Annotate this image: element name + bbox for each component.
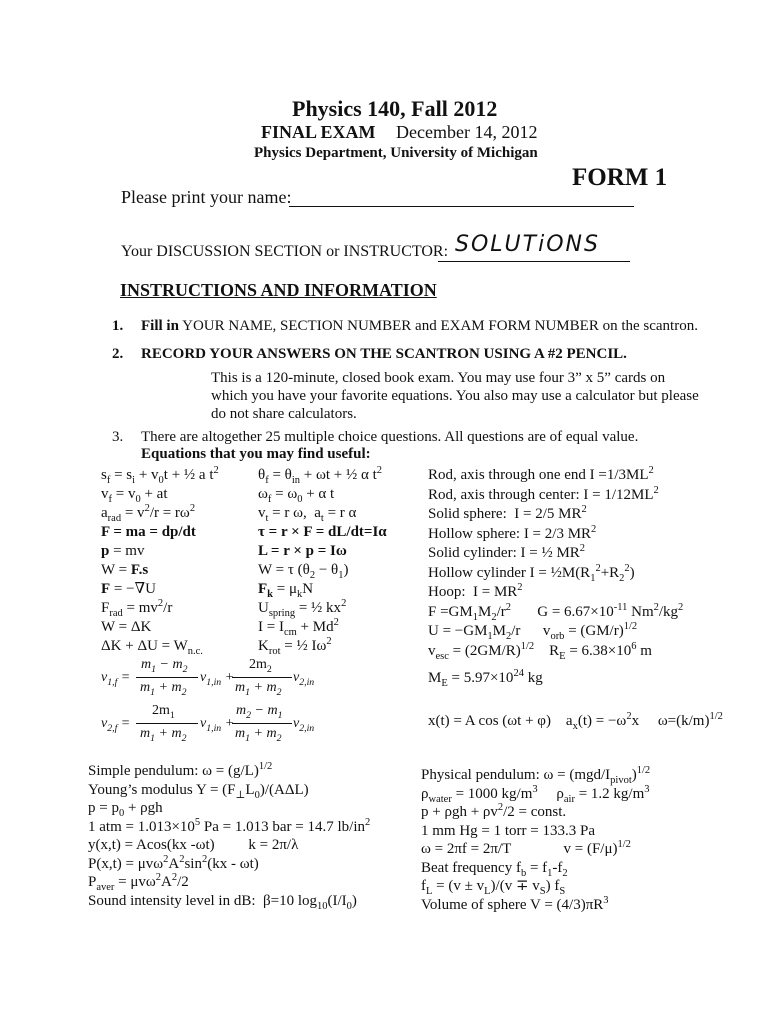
- eq-col3: [428, 466, 683, 661]
- item-2-text: RECORD YOUR ANSWERS ON THE SCANTRON USING A #2 PENCIL.: [141, 346, 627, 362]
- eq-shm: x(t) = A cos (ωt + φ) $a_x(t) = -\omega^2x$ $\omega=(k/m)^{1/2}$: [428, 711, 723, 732]
- eq-sphere-volume: Volume of sphere $V = (4/3)\pi R^3$: [421, 894, 609, 913]
- eq-momentum: p = mv: [101, 543, 145, 559]
- eq-work: W = F.s: [101, 562, 149, 578]
- eq-physical-pendulum: Physical pendulum: $\omega = (mgd/I_{pivot})^{1/2}$: [421, 765, 651, 786]
- eq-force-potential: F = −∇U: [101, 581, 156, 597]
- eq-v2f-end: $v_{2,in}$: [293, 716, 315, 734]
- item-2-number: 2.: [112, 346, 124, 362]
- eq-torque: τ = r × F = dL/dt=Iα: [258, 524, 387, 540]
- item-3-number: 3.: [112, 429, 124, 445]
- eq-gravity-potential: $U = -GM_1M_2/r$ $v_{orb} = (GM/r)^{1/2}$: [428, 621, 638, 642]
- eq-atm: 1 atm = $1.013\times 10^5$ Pa = 1.013 bar = 14.7 $lb/in^2$: [88, 816, 371, 835]
- eq-v2f-lhs: $v_{2,f}$ =: [101, 716, 131, 734]
- eq-bottom-right: [421, 766, 650, 914]
- eq-angular-position: $\theta_f = \theta_{in} + \omega t$ + ½ α $t^2$: [258, 465, 383, 486]
- eq-v2f-bar2: [232, 723, 292, 724]
- eq-v2f-den1: $m_1 + m_2$: [140, 726, 187, 744]
- eq-bottom-left: [88, 762, 370, 910]
- eq-v1f-mid: $v_{1,in}$ +: [200, 670, 235, 688]
- eq-v2f-den2: $m_1 + m_2$: [235, 726, 282, 744]
- eq-v1f-lhs: $v_{1,f}$ =: [101, 670, 131, 688]
- eq-rotational-ke: $K_{rot}$ = ½ $I\omega^2$: [258, 636, 332, 657]
- eq-v2f-num2: $m_2 - m_1$: [236, 703, 283, 721]
- eq-beat-frequency: Beat frequency $f_b = f_1-f_2$: [421, 859, 568, 879]
- eq-radial-acceleration: $a_{rad} = v^2/r = r\omega^2$: [101, 503, 196, 524]
- eq-sound-intensity: Sound intensity level in dB: β=10 $\log_{10}(I/I_0)$: [88, 892, 357, 912]
- department: Physics Department, University of Michigan: [254, 145, 538, 161]
- eq-v1f-bar2: [232, 677, 292, 678]
- eq-wave: y(x,t) = Acos(kx -ωt) k = 2π/λ: [88, 837, 299, 853]
- eq-v1f-num1: $m_1 - m_2$: [141, 657, 188, 675]
- eq-doppler: $f_L = (v \pm v_L)/(v \mp v_S)$ $f_S$: [421, 878, 566, 897]
- eq-escape-velocity: $v_{esc} = (2GM/R)^{1/2}$ $R_E = 6.38\times 10^6$ m: [428, 640, 652, 662]
- name-field[interactable]: [289, 206, 634, 207]
- eq-simple-pendulum: Simple pendulum: $\omega = (g/L)^{1/2}$: [88, 761, 273, 779]
- eq-v2f-num1: $2m_1$: [152, 703, 175, 721]
- item-1-text: YOUR NAME, SECTION NUMBER and EXAM FORM NUMBER on the scantron.: [178, 318, 698, 334]
- eq-rotational-work: W = τ $(\theta_2 - \theta_1)$: [258, 562, 349, 581]
- eq-avg-power: $P_{aver} = \mu v\omega^2A^2/2$: [88, 872, 189, 893]
- section-value: SOLUTiONS: [455, 232, 600, 257]
- eq-wave-power: $P(x,t) = \mu v\omega^2A^2\sin^2(kx - \omega t)$: [88, 853, 259, 872]
- para-line-2: which you have your favorite equations. You also may use a calculator but please: [211, 388, 699, 404]
- eq-col2: [258, 466, 387, 656]
- eq-angular-momentum: L = r × p = Iω: [258, 543, 347, 559]
- eq-hollow-cylinder: Hollow cylinder $I = \frac{1}{2}M(R_1^2+R_2^2)$: [428, 562, 635, 584]
- eq-kinematics-velocity: $v_f = v_0$ + at: [101, 486, 168, 505]
- eq-rod-center: Rod, axis through center: $I = 1/12ML^2$: [428, 484, 659, 503]
- eq-densities: $\rho_{water} = 1000$ $kg/m^3$ $\rho_{air} = 1.2$ $kg/m^3$: [421, 783, 650, 805]
- eq-solid-sphere: Solid sphere: I = 2/5 $MR^2$: [428, 504, 587, 522]
- item-1-lead: Fill in: [141, 318, 179, 334]
- eq-angular-velocity: $\omega_f = \omega_0 + \alpha$ t: [258, 486, 335, 505]
- course-title: Physics 140, Fall 2012: [292, 96, 498, 121]
- section-label: Your DISCUSSION SECTION or INSTRUCTOR:: [121, 243, 449, 260]
- eq-v1f-bar1: [136, 677, 198, 678]
- para-line-1: This is a 120-minute, closed book exam. You may use four 3” x 5” cards on: [211, 370, 666, 386]
- eq-omega-freq: ω = 2πf = 2π/T $v = (F/\mu)^{1/2}$: [421, 839, 631, 857]
- eq-v1f-den1: $m_1 + m_2$: [140, 680, 187, 698]
- eq-kinematics-position: $s_f = s_i + v_0t$ + ½ a $t^2$: [101, 465, 219, 486]
- eq-rod-end: Rod, axis through one end $I =1/3ML^2$: [428, 465, 654, 483]
- eq-bernoulli: $p + \rho gh + \rho v^2/2$ = const.: [421, 802, 567, 820]
- exam-label: FINAL EXAM: [261, 122, 376, 142]
- eq-tangential: $v_t = r$ ω, $a_t = r$ α: [258, 505, 357, 524]
- eq-v1f-num2: $2m_2$: [249, 657, 272, 675]
- exam-date: December 14, 2012: [396, 122, 538, 142]
- para-line-3: do not share calculators.: [211, 406, 357, 422]
- eq-hollow-sphere: Hollow sphere: I = 2/3 $MR^2$: [428, 523, 597, 542]
- eq-earth-mass: $M_E = 5.97\times 10^{24}$ kg: [428, 668, 543, 689]
- eq-v1f-den2: $m_1 + m_2$: [235, 680, 282, 698]
- item-1-number: 1.: [112, 318, 124, 334]
- eq-hoop: Hoop: $I = MR^2$: [428, 582, 523, 600]
- eq-gravity-force: $F =GM_1M_2/r^2$ $G = 6.67\times 10^{-11}$ $Nm^2/kg^2$: [428, 601, 684, 623]
- eq-kinetic-friction: $F_k = \mu_kN$: [258, 581, 314, 600]
- section-field[interactable]: [438, 261, 630, 262]
- eq-newton-second: F = ma = dp/dt: [101, 524, 196, 540]
- name-label: Please print your name:: [121, 187, 292, 207]
- eq-v2f-mid: $v_{1,in}$ +: [200, 716, 235, 734]
- item-1: [141, 318, 698, 335]
- eq-v2f-bar1: [136, 723, 198, 724]
- eq-col1: [101, 466, 219, 656]
- equations-heading: Equations that you may find useful:: [141, 446, 371, 462]
- eq-v1f-end: $v_{2,in}$: [293, 670, 315, 688]
- eq-hydrostatic: $p = p_0 + \rho gh$: [88, 800, 163, 819]
- eq-solid-cylinder: Solid cylinder: I = ½ $MR^2$: [428, 543, 586, 561]
- eq-youngs-modulus: Young’s modulus $Y = (F_\perp L_0)/(A\Delta L)$: [88, 781, 309, 801]
- eq-energy-conservation: $\Delta K + \Delta U = W_{n.c.}$: [101, 638, 203, 657]
- instructions-heading: INSTRUCTIONS AND INFORMATION: [120, 280, 437, 300]
- item-3-text: There are altogether 25 multiple choice questions. All questions are of equal value.: [141, 429, 639, 445]
- eq-spring-energy: $U_{spring}$ = ½ $kx^2$: [258, 598, 347, 619]
- eq-parallel-axis: $I = I_{cm} + Md^2$: [258, 617, 339, 638]
- eq-mmhg: 1 mm Hg = 1 torr = 133.3 Pa: [421, 822, 595, 839]
- form-number: FORM 1: [572, 164, 668, 191]
- eq-radial-force: $F_{rad} = mv^2/r$: [101, 598, 173, 619]
- eq-work-energy: W = ΔK: [101, 619, 152, 635]
